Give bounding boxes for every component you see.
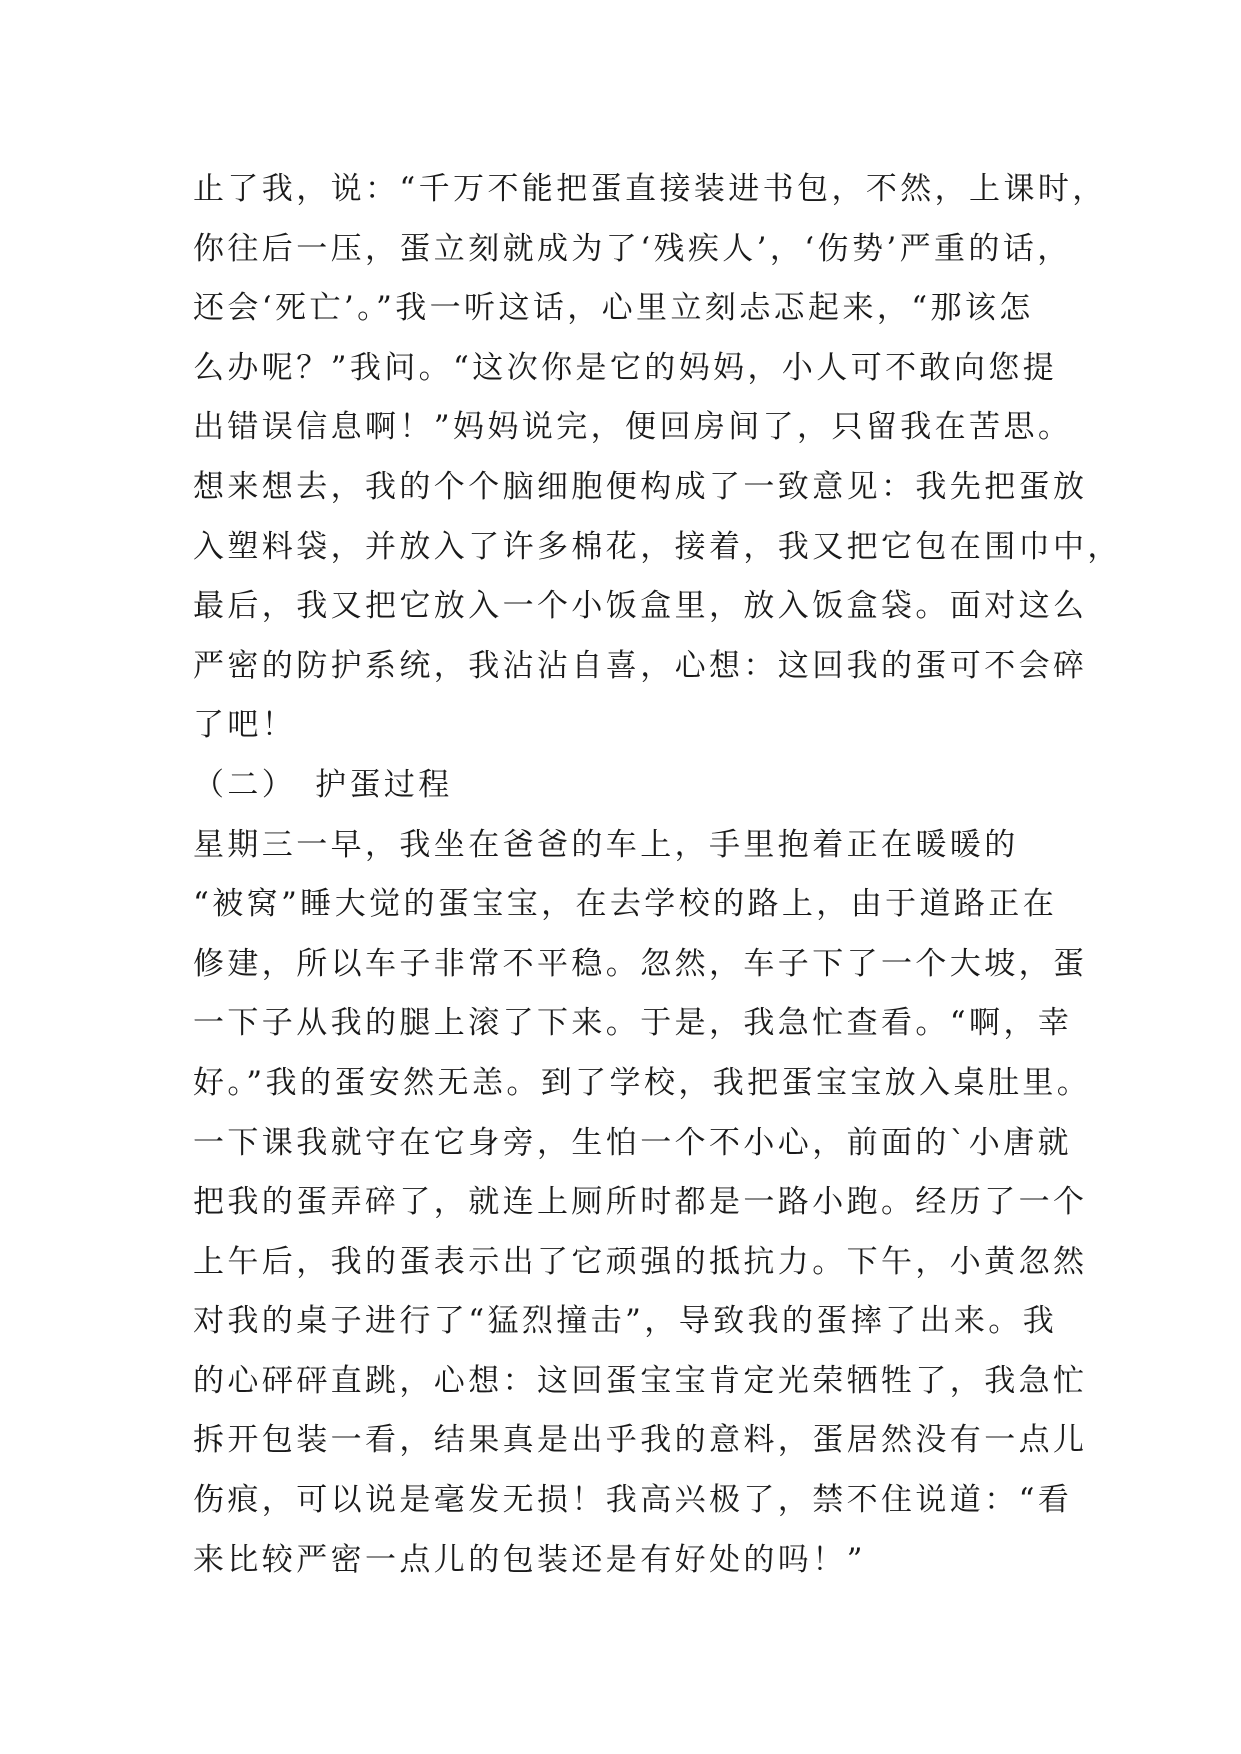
text-line-4: 么办呢？”我问。“这次你是它的妈妈，小人可不敢向您提 (193, 349, 1058, 386)
text-line-16: 好。”我的蛋安然无恙。到了学校，我把蛋宝宝放入桌肚里。 (193, 1064, 1092, 1101)
text-line-17: 一下课我就守在它身旁，生怕一个不小心，前面的`小唐就 (193, 1124, 1072, 1161)
text-line-19: 上午后，我的蛋表示出了它顽强的抵抗力。下午，小黄忽然 (193, 1243, 1088, 1280)
text-line-8: 最后，我又把它放入一个小饭盒里，放入饭盒袋。面对这么 (193, 588, 1088, 625)
text-line-3: 还会‘死亡’。”我一听这话，心里立刻忐忑起来，“那该怎 (193, 290, 1034, 327)
section-heading: （二） 护蛋过程 (193, 766, 453, 803)
text-line-12: 星期三一早，我坐在爸爸的车上，手里抱着正在暖暖的 (193, 826, 1019, 863)
text-line-24: 来比较严密一点儿的包装还是有好处的吗！” (193, 1541, 866, 1578)
text-line-23: 伤痕，可以说是毫发无损！我高兴极了，禁不住说道：“看 (193, 1482, 1073, 1519)
text-line-18: 把我的蛋弄碎了，就连上厕所时都是一路小跑。经历了一个 (193, 1184, 1088, 1221)
text-line-15: 一下子从我的腿上滚了下来。于是，我急忙查看。“啊，幸 (193, 1005, 1073, 1042)
text-line-14: 修建，所以车子非常不平稳。忽然，车子下了一个大坡，蛋 (193, 945, 1088, 982)
text-line-21: 的心砰砰直跳，心想：这回蛋宝宝肯定光荣牺牲了，我急忙 (193, 1362, 1088, 1399)
text-line-2: 你往后一压，蛋立刻就成为了‘残疾人’，‘伤势’严重的话， (193, 230, 1072, 267)
text-line-10: 了吧！ (193, 707, 297, 744)
text-line-9: 严密的防护系统，我沾沾自喜，心想：这回我的蛋可不会碎 (193, 647, 1088, 684)
text-line-5: 出错误信息啊！”妈妈说完，便回房间了，只留我在苦思。 (193, 409, 1073, 446)
text-line-6: 想来想去，我的个个脑细胞便构成了一致意见：我先把蛋放 (193, 468, 1088, 505)
text-line-1: 止了我，说：“千万不能把蛋直接装进书包，不然，上课时， (193, 171, 1107, 207)
text-line-13: “被窝”睡大觉的蛋宝宝，在去学校的路上，由于道路正在 (193, 886, 1058, 923)
text-line-20: 对我的桌子进行了“猛烈撞击”，导致我的蛋摔了出来。我 (193, 1303, 1058, 1340)
document-body (193, 160, 1122, 1590)
text-line-7: 入塑料袋，并放入了许多棉花，接着，我又把它包在围巾中， (193, 528, 1122, 565)
text-line-22: 拆开包装一看，结果真是出乎我的意料，蛋居然没有一点儿 (193, 1422, 1088, 1459)
